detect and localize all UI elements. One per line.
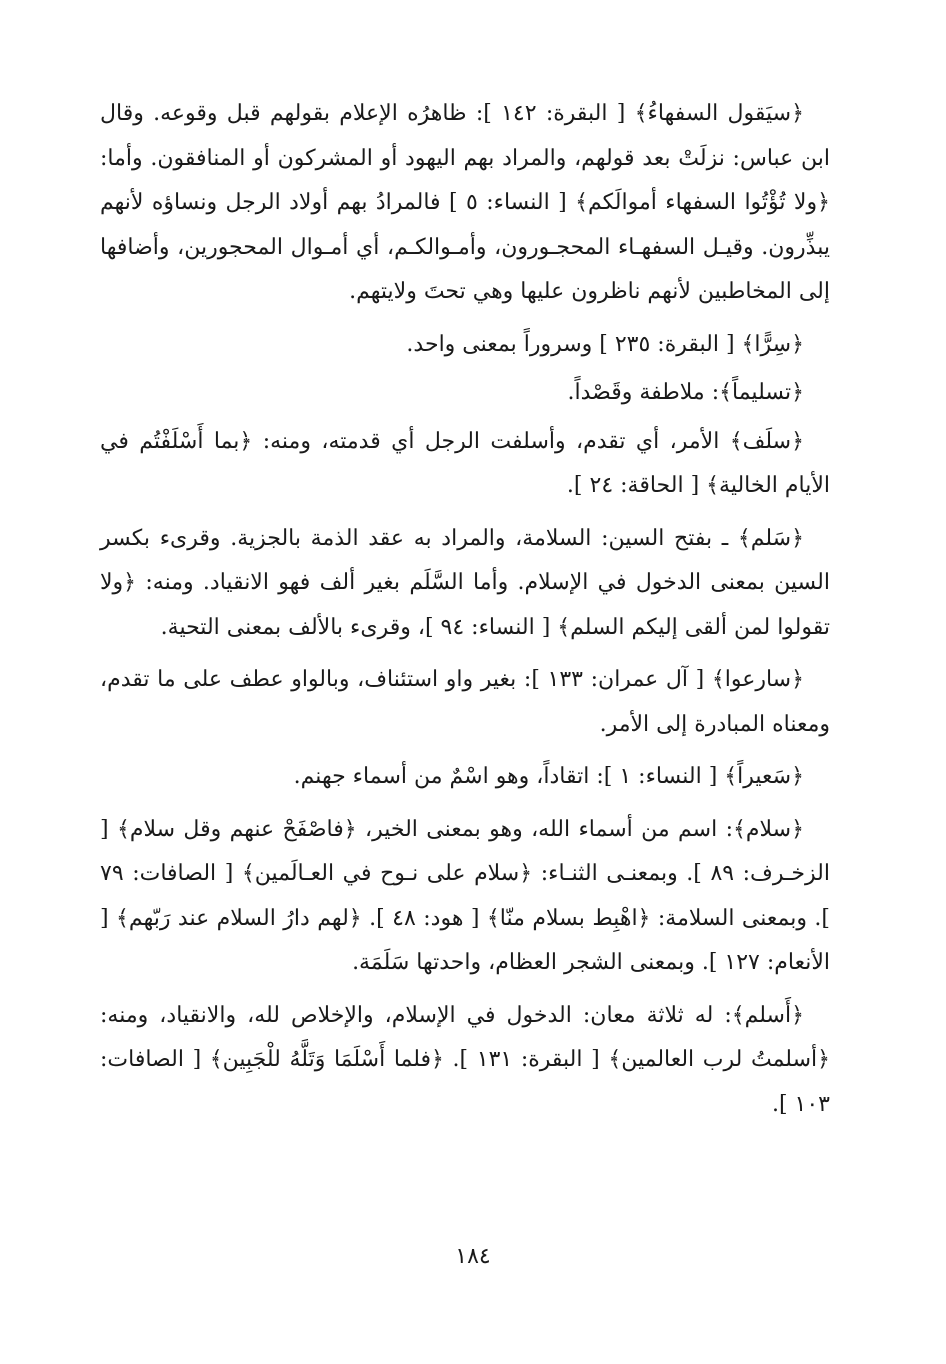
entry-salaf: ﴿سلَف﴾ الأمر، أي تقدم، وأسلفت الرجل أي قدمته، ومنه: ﴿بما أَسْلَفْتُم في الأيام الخالية﴾ [ الحاقة: ٢٤ ]. — [100, 428, 830, 498]
page-number: ١٨٤ — [455, 1244, 491, 1269]
entry-salaam: ﴿سلام﴾: اسم من أسماء الله، وهو بمعنى الخير، ﴿فاصْفَحْ عنهم وقل سلام﴾ [ الزخـرف: ٨٩ ]. وبمعنـى الثنـاء: ﴿سلام على نـوح في العـالَمين﴾ [ الصافات: ٧٩ ]. وبمعنى السلامة: ﴿اهْبِط بسلام منّا﴾ [ هود: ٤٨ ]. ﴿لهم دارُ السلام عند رَبّهم﴾ [ الأنعام: ١٢٧ ]. وبمعنى الشجر العظام، واحدتها سَلَمَة. — [100, 816, 830, 975]
entry-saeeran: ﴿سَعيراً﴾ [ النساء: ١ ]: اتقاداً، وهو اسْمٌ من أسماء جهنم. — [293, 764, 804, 789]
entry-aslama: ﴿أَسلم﴾: له ثلاثة معان: الدخول في الإسلام، والإخلاص لله، والانقياد، ومنه: ﴿أسلمتُ لرب العالمين﴾ [ البقرة: ١٣١ ]. ﴿فلما أَسْلَمَا وَتَلَّهُ للْجَبِين﴾ [ الصافات: ١٠٣ ]. — [100, 1002, 831, 1117]
entry-sufahaa: ﴿سيَقول السفهاءُ﴾ [ البقرة: ١٤٢ ]: ظاهرُه الإعلام بقولهم قبل وقوعه. وقال ابن عباس: نزلَتْ بعد قولهم، والمراد بهم اليهود أو المشركون أو المنافقون. وأما: ﴿ولا تُؤْتُوا السفهاء أموالَكم﴾ [ النساء: ٥ ] فالمرادُ بهم أولاد الرجل ونساؤه لأنهم يبذِّرون. وقيـل السفهـاء المحجـورون، وأمـوالكـم، أي أمـوال المحجورين، وأضافها إلى المخاطبين لأنهم ناظرون عليها وهي تحتَ ولايتهم. — [100, 101, 830, 304]
entry-saariu: ﴿سارعوا﴾ [ آل عمران: ١٣٣ ]: بغير واو استئناف، وبالواو عطف على ما تقدم، ومعناه المبادرة إلى الأمر. — [100, 667, 830, 737]
page-body — [100, 92, 830, 1135]
entry-salm: ﴿سَلم﴾ ـ بفتح السين: السلامة، والمراد به عقد الذمة بالجزية. وقرىء بكسر السين بمعنى الدخول في الإسلام. وأما السَّلَم بغير ألف فهو الانقياد. ومنه: ﴿ولا تقولوا لمن ألقى إليكم السلم﴾ [ النساء: ٩٤ ]، وقرىء بالألف بمعنى التحية. — [100, 525, 830, 640]
entry-sirran: ﴿سِرًّا﴾ [ البقرة: ٢٣٥ ] وسروراً بمعنى واحد. — [406, 331, 804, 357]
entry-tasliman: ﴿تسليماً﴾: ملاطفة وقَصْداً. — [567, 380, 804, 405]
